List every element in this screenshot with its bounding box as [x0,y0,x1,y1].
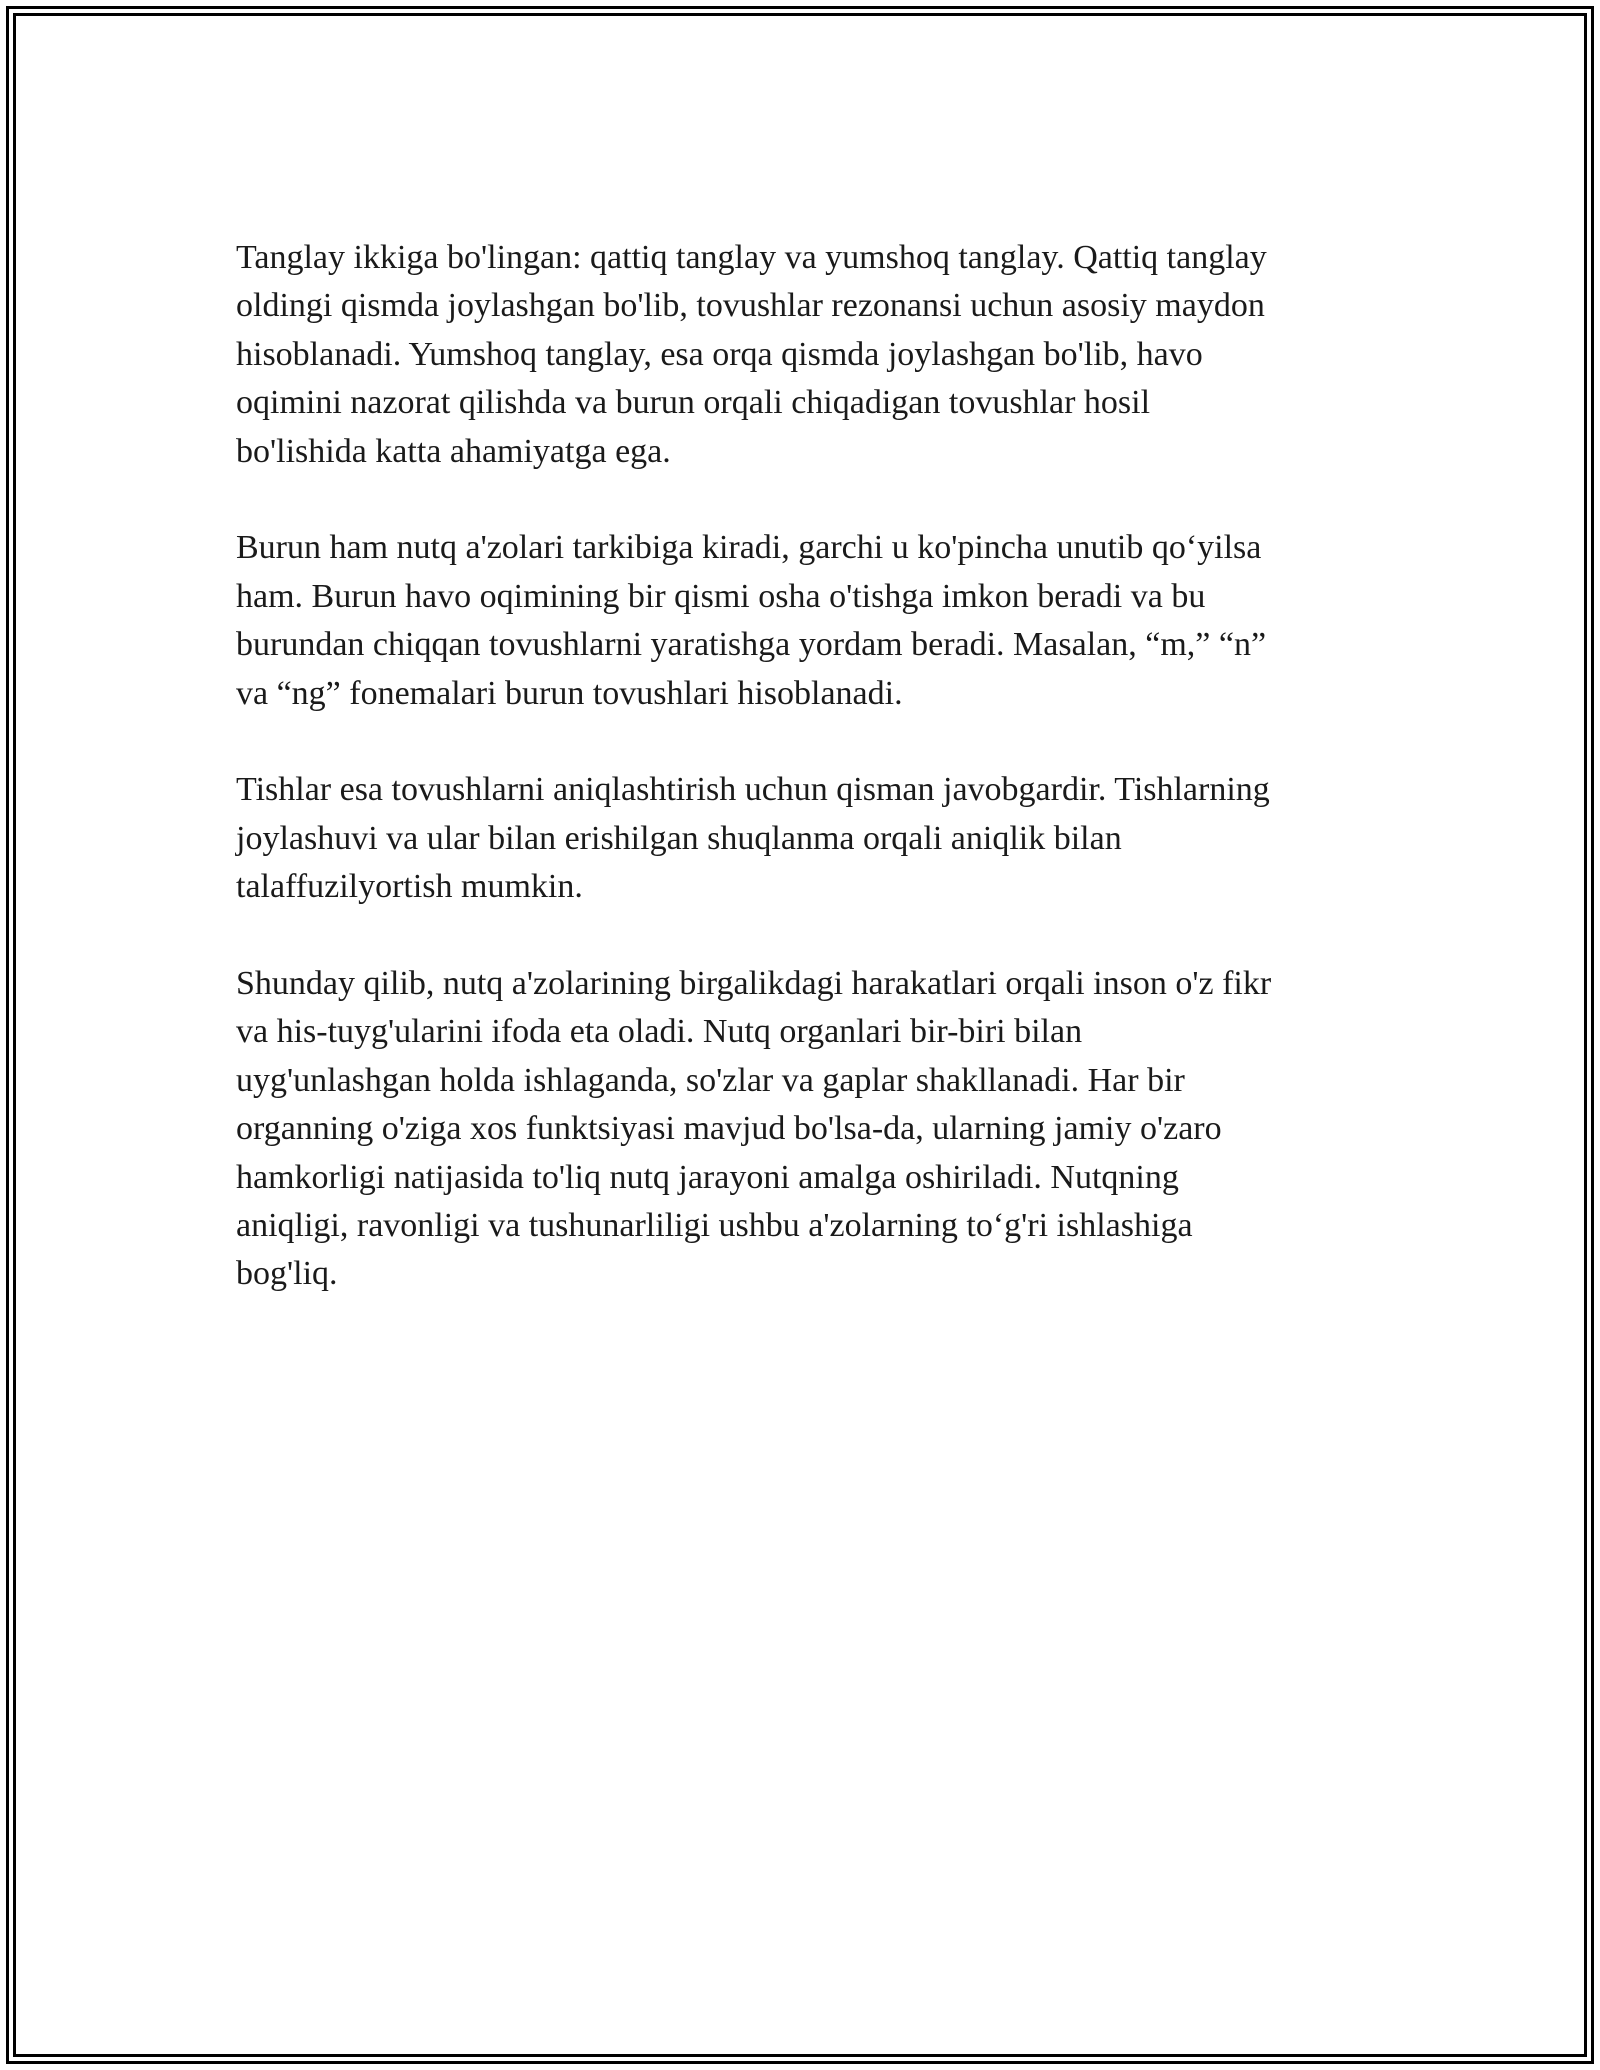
text-line: Tanglay ikkiga bo'lingan: qattiq tanglay va yumshoq tanglay. Qattiq tanglay [236,239,1267,276]
text-line: Tishlar esa tovushlarni aniqlashtirish uchun qisman javobgardir. Tishlarning [236,771,1270,809]
text-line: burundan chiqqan tovushlarni yaratishga yordam beradi. Masalan, “m,” “n” [236,626,1267,664]
paragraph-tanglay [236,234,1366,476]
paragraph-xulosa [236,960,1366,1299]
text-line: va “ng” fonemalari burun tovushlari hisoblanadi. [236,674,903,712]
text-line: bo'lishida katta ahamiyatga ega. [236,432,671,470]
text-line: oqimini nazorat qilishda va burun orqali chiqadigan tovushlar hosil [236,384,1151,422]
text-line: Shunday qilib, nutq a'zolarining birgalikdagi harakatlari orqali inson o'z fikr [236,965,1272,1003]
text-line: Burun ham nutq a'zolari tarkibiga kiradi, garchi u ko'pincha unutib qo‘yilsa [236,529,1262,567]
document-body [236,234,1366,1347]
text-line: aniqligi, ravonligi va tushunarliligi ushbu a'zolarning to‘g'ri ishlashiga [236,1207,1193,1245]
paragraph-burun [236,524,1366,718]
text-line: hisoblanadi. Yumshoq tanglay, esa orqa qismda joylashgan bo'lib, havo [236,335,1203,373]
text-line: organning o'ziga xos funktsiyasi mavjud bo'lsa-da, ularning jamiy o'zaro [236,1110,1222,1148]
text-line: ham. Burun havo oqimining bir qismi osha o'tishga imkon beradi va bu [236,577,1206,615]
text-line: joylashuvi va ular bilan erishilgan shuqlanma orqali aniqlik bilan [236,819,1122,857]
paragraph-tishlar [236,766,1366,911]
text-line: talaffuzilyortish mumkin. [236,868,583,906]
text-line: bog'liq. [236,1255,338,1293]
text-line: va his-tuyg'ularini ifoda eta oladi. Nutq organlari bir-biri bilan [236,1013,1083,1051]
text-line: hamkorligi natijasida to'liq nutq jarayoni amalga oshiriladi. Nutqning [236,1158,1179,1196]
text-line: uyg'unlashgan holda ishlaganda, so'zlar va gaplar shakllanadi. Har bir [236,1061,1185,1099]
text-line: oldingi qismda joylashgan bo'lib, tovushlar rezonansi uchun asosiy maydon [236,287,1265,325]
